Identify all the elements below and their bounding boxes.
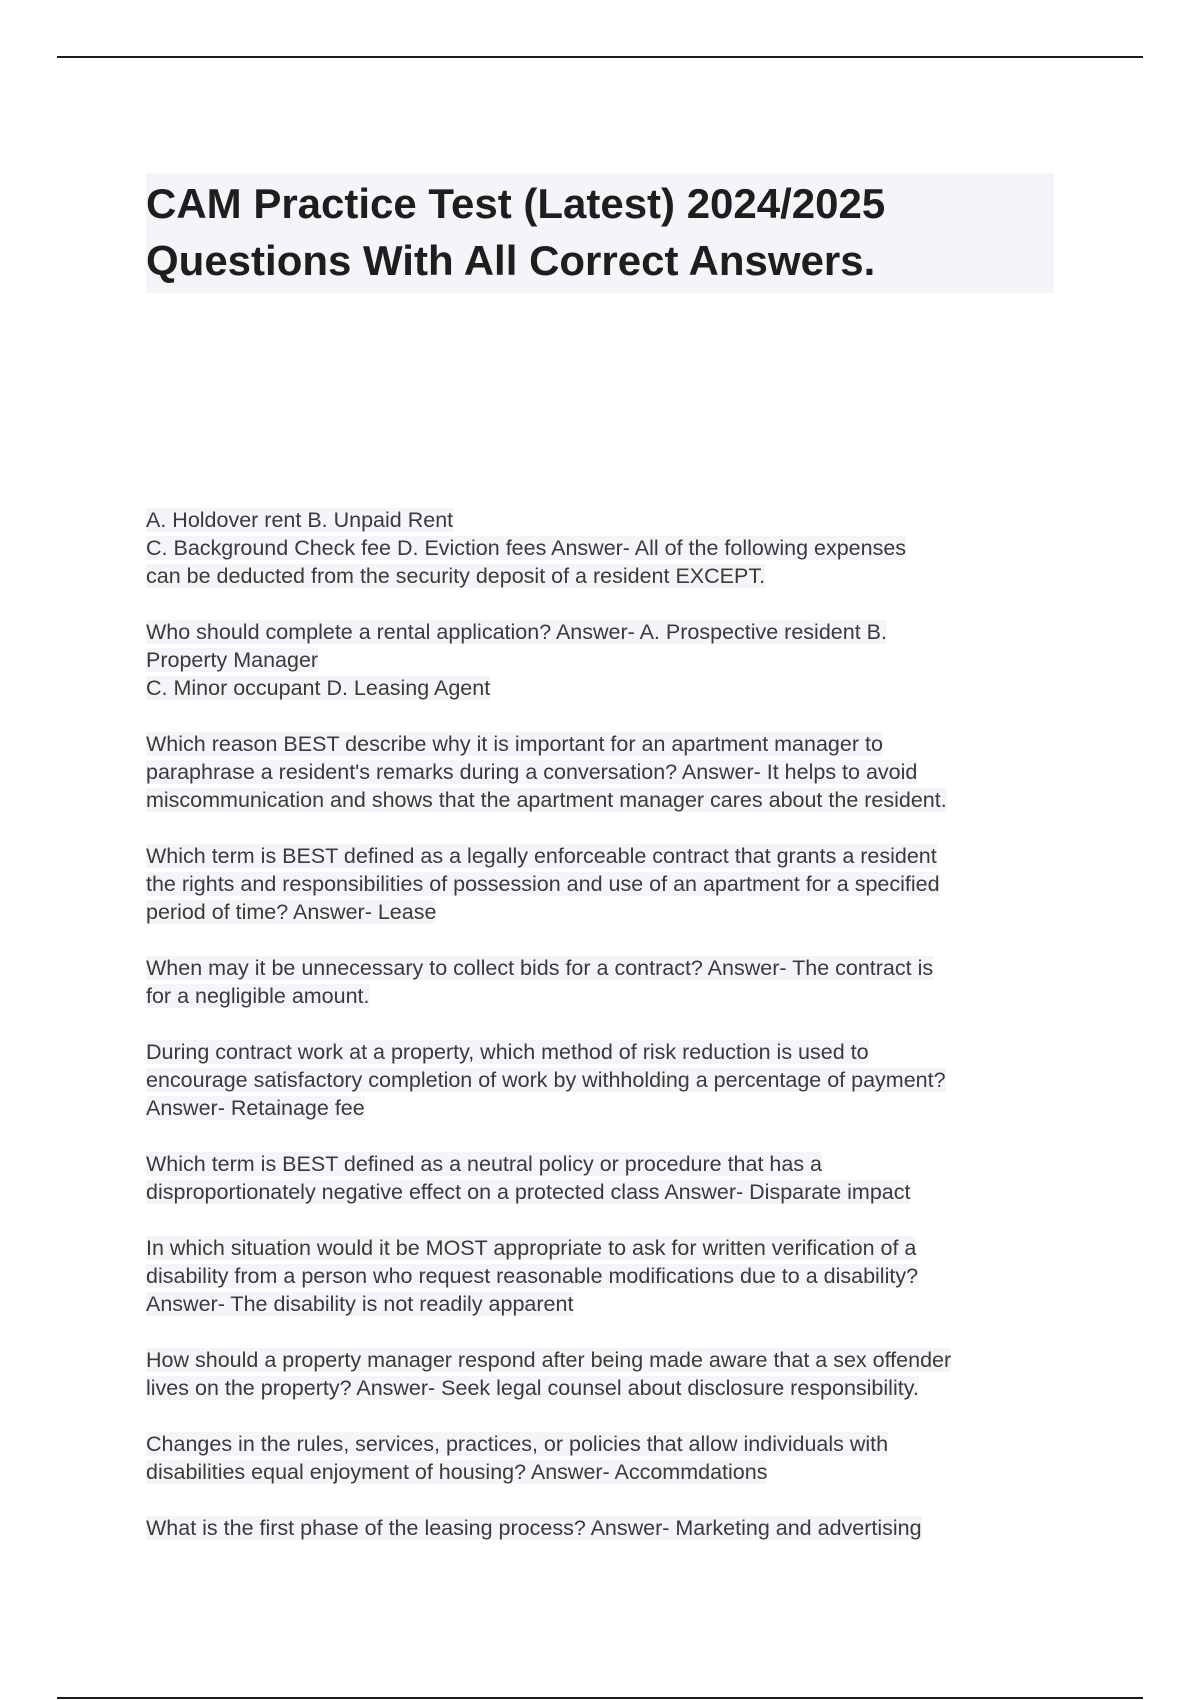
qa-line bbox=[146, 1038, 1066, 1066]
qa-line-text: Answer- The disability is not readily apparent bbox=[146, 1292, 574, 1316]
qa-line-text: Answer- Retainage fee bbox=[146, 1096, 365, 1120]
top-rule bbox=[57, 56, 1143, 58]
title-line-2: Questions With All Correct Answers. bbox=[146, 237, 876, 284]
qa-line-text: Which reason BEST describe why it is important for an apartment manager to bbox=[146, 732, 883, 756]
qa-line bbox=[146, 1234, 1066, 1262]
qa-line-text: disabilities equal enjoyment of housing? Answer- Accommdations bbox=[146, 1460, 768, 1484]
qa-line bbox=[146, 786, 1066, 814]
qa-line-text: C. Minor occupant D. Leasing Agent bbox=[146, 676, 491, 700]
qa-line bbox=[146, 1430, 1066, 1458]
qa-line-text: disability from a person who request reasonable modifications due to a disability? bbox=[146, 1264, 919, 1288]
qa-item bbox=[146, 1430, 1066, 1486]
qa-line-text: paraphrase a resident's remarks during a conversation? Answer- It helps to avoid bbox=[146, 760, 918, 784]
qa-line bbox=[146, 982, 1066, 1010]
document-title bbox=[146, 175, 1054, 289]
qa-line bbox=[146, 842, 1066, 870]
qa-item bbox=[146, 842, 1066, 926]
qa-line bbox=[146, 870, 1066, 898]
qa-line-text: Property Manager bbox=[146, 648, 319, 672]
qa-line-text: Changes in the rules, services, practices, or policies that allow individuals with bbox=[146, 1432, 889, 1456]
qa-line-text: miscommunication and shows that the apartment manager cares about the resident. bbox=[146, 788, 947, 812]
qa-line bbox=[146, 1346, 1066, 1374]
qa-item bbox=[146, 1150, 1066, 1206]
title-line-1: CAM Practice Test (Latest) 2024/2025 bbox=[146, 180, 886, 227]
qa-line bbox=[146, 1094, 1066, 1122]
qa-line bbox=[146, 1178, 1066, 1206]
qa-line bbox=[146, 1514, 1066, 1542]
qa-item bbox=[146, 730, 1066, 814]
qa-item bbox=[146, 1346, 1066, 1402]
qa-line bbox=[146, 646, 1066, 674]
qa-list bbox=[146, 506, 1066, 1570]
qa-line-text: disproportionately negative effect on a protected class Answer- Disparate impact bbox=[146, 1180, 911, 1204]
qa-line-text: encourage satisfactory completion of work by withholding a percentage of payment? bbox=[146, 1068, 946, 1092]
qa-line bbox=[146, 1150, 1066, 1178]
qa-line bbox=[146, 954, 1066, 982]
qa-line-text: What is the first phase of the leasing process? Answer- Marketing and advertising bbox=[146, 1516, 922, 1540]
qa-line bbox=[146, 730, 1066, 758]
qa-line bbox=[146, 506, 1066, 534]
qa-item bbox=[146, 506, 1066, 590]
qa-line bbox=[146, 898, 1066, 926]
qa-line bbox=[146, 1458, 1066, 1486]
qa-item bbox=[146, 1038, 1066, 1122]
qa-line bbox=[146, 1262, 1066, 1290]
qa-line-text: the rights and responsibilities of possession and use of an apartment for a specified bbox=[146, 872, 940, 896]
qa-line bbox=[146, 1290, 1066, 1318]
qa-line-text: for a negligible amount. bbox=[146, 984, 370, 1008]
qa-line-text: Which term is BEST defined as a legally enforceable contract that grants a resident bbox=[146, 844, 937, 868]
qa-line-text: Which term is BEST defined as a neutral policy or procedure that has a bbox=[146, 1152, 823, 1176]
qa-line bbox=[146, 674, 1066, 702]
qa-line-text: C. Background Check fee D. Eviction fees Answer- All of the following expenses bbox=[146, 536, 907, 560]
qa-line-text: period of time? Answer- Lease bbox=[146, 900, 437, 924]
qa-line bbox=[146, 562, 1066, 590]
qa-line-text: Who should complete a rental application? Answer- A. Prospective resident B. bbox=[146, 620, 887, 644]
qa-line-text: When may it be unnecessary to collect bids for a contract? Answer- The contract is bbox=[146, 956, 934, 980]
qa-line-text: A. Holdover rent B. Unpaid Rent bbox=[146, 508, 454, 532]
qa-line-text: How should a property manager respond after being made aware that a sex offender bbox=[146, 1348, 952, 1372]
bottom-rule bbox=[57, 1697, 1143, 1699]
qa-item bbox=[146, 954, 1066, 1010]
qa-line-text: During contract work at a property, which method of risk reduction is used to bbox=[146, 1040, 869, 1064]
qa-item bbox=[146, 1234, 1066, 1318]
document-title-block bbox=[146, 173, 1054, 293]
qa-item bbox=[146, 1514, 1066, 1542]
qa-line bbox=[146, 1374, 1066, 1402]
qa-line-text: In which situation would it be MOST appropriate to ask for written verification of a bbox=[146, 1236, 917, 1260]
qa-line bbox=[146, 758, 1066, 786]
qa-item bbox=[146, 618, 1066, 702]
qa-line bbox=[146, 1066, 1066, 1094]
qa-line-text: can be deducted from the security deposit of a resident EXCEPT. bbox=[146, 564, 766, 588]
qa-line bbox=[146, 618, 1066, 646]
qa-line-text: lives on the property? Answer- Seek legal counsel about disclosure responsibility. bbox=[146, 1376, 919, 1400]
qa-line bbox=[146, 534, 1066, 562]
